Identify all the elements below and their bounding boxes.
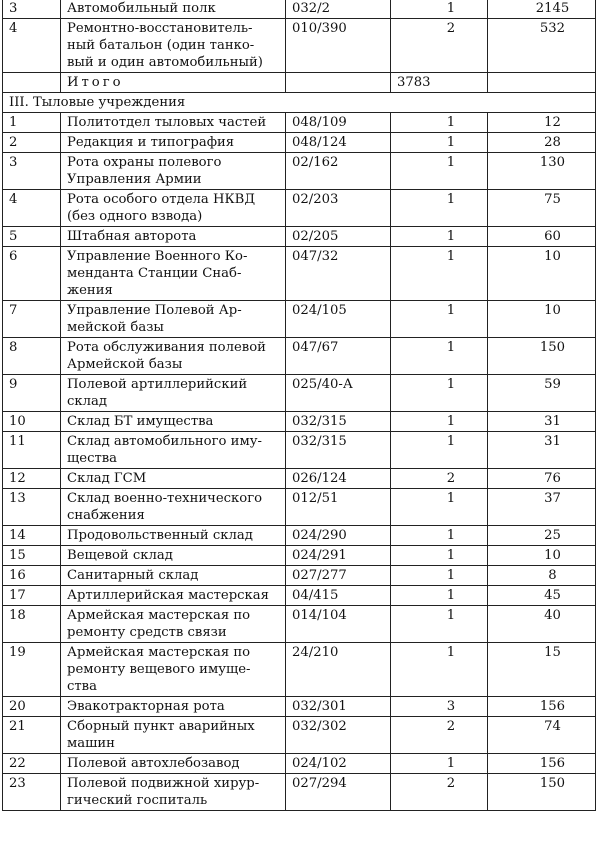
row-number: 5 <box>3 227 61 247</box>
unit-code: 02/203 <box>286 190 391 227</box>
unit-code: 024/290 <box>286 526 391 546</box>
row-number: 14 <box>3 526 61 546</box>
total-empty-cell <box>488 73 596 93</box>
table-row <box>3 566 596 586</box>
row-number: 16 <box>3 566 61 586</box>
unit-personnel: 532 <box>488 19 596 73</box>
unit-name: Армейская мастерская по ремонту вещевого имуще- ства <box>61 643 286 697</box>
table-row <box>3 227 596 247</box>
unit-name: Рота обслуживания полевой Армейской базы <box>61 338 286 375</box>
unit-code: 047/32 <box>286 247 391 301</box>
unit-name: Сборный пункт аварийных машин <box>61 717 286 754</box>
unit-count: 1 <box>391 133 488 153</box>
table-row <box>3 153 596 190</box>
table-row <box>3 586 596 606</box>
unit-code: 010/390 <box>286 19 391 73</box>
unit-personnel: 156 <box>488 754 596 774</box>
table-row <box>3 190 596 227</box>
table-row <box>3 606 596 643</box>
unit-code: 032/2 <box>286 0 391 19</box>
unit-name: Политотдел тыловых частей <box>61 113 286 133</box>
table-row <box>3 754 596 774</box>
unit-personnel: 31 <box>488 412 596 432</box>
unit-name: Склад автомобильного иму- щества <box>61 432 286 469</box>
unit-name: Склад БТ имущества <box>61 412 286 432</box>
unit-personnel: 8 <box>488 566 596 586</box>
table-row <box>3 526 596 546</box>
unit-count: 1 <box>391 546 488 566</box>
row-number: 11 <box>3 432 61 469</box>
unit-personnel: 60 <box>488 227 596 247</box>
unit-count: 1 <box>391 247 488 301</box>
unit-code: 024/105 <box>286 301 391 338</box>
total-empty-cell <box>286 73 391 93</box>
unit-code: 026/124 <box>286 469 391 489</box>
unit-code: 024/291 <box>286 546 391 566</box>
unit-name: Вещевой склад <box>61 546 286 566</box>
unit-code: 032/315 <box>286 412 391 432</box>
row-number: 22 <box>3 754 61 774</box>
unit-name: Армейская мастерская по ремонту средств связи <box>61 606 286 643</box>
row-number: 4 <box>3 19 61 73</box>
unit-code: 047/67 <box>286 338 391 375</box>
unit-code: 032/315 <box>286 432 391 469</box>
row-number: 3 <box>3 0 61 19</box>
row-number: 18 <box>3 606 61 643</box>
table-row <box>3 697 596 717</box>
unit-personnel: 31 <box>488 432 596 469</box>
unit-count: 2 <box>391 19 488 73</box>
unit-name: Склад ГСМ <box>61 469 286 489</box>
unit-personnel: 150 <box>488 774 596 811</box>
unit-personnel: 40 <box>488 606 596 643</box>
unit-name: Санитарный склад <box>61 566 286 586</box>
unit-personnel: 75 <box>488 190 596 227</box>
unit-personnel: 28 <box>488 133 596 153</box>
unit-count: 1 <box>391 190 488 227</box>
table-row <box>3 0 596 19</box>
unit-name: Управление Полевой Ар- мейской базы <box>61 301 286 338</box>
row-number: 20 <box>3 697 61 717</box>
unit-personnel: 156 <box>488 697 596 717</box>
table-row <box>3 643 596 697</box>
table-row <box>3 774 596 811</box>
unit-code: 032/301 <box>286 697 391 717</box>
unit-personnel: 25 <box>488 526 596 546</box>
unit-code: 014/104 <box>286 606 391 643</box>
row-number: 9 <box>3 375 61 412</box>
unit-count: 1 <box>391 153 488 190</box>
unit-count: 1 <box>391 586 488 606</box>
unit-count: 2 <box>391 774 488 811</box>
table-row <box>3 546 596 566</box>
unit-count: 1 <box>391 338 488 375</box>
unit-code: 027/294 <box>286 774 391 811</box>
unit-name: Полевой подвижной хирур- гический госпиталь <box>61 774 286 811</box>
unit-name: Продовольственный склад <box>61 526 286 546</box>
unit-name: Автомобильный полк <box>61 0 286 19</box>
unit-personnel: 10 <box>488 247 596 301</box>
unit-code: 02/162 <box>286 153 391 190</box>
unit-name: Полевой артиллерийский склад <box>61 375 286 412</box>
table-row <box>3 301 596 338</box>
row-number: 23 <box>3 774 61 811</box>
unit-name: Полевой автохлебозавод <box>61 754 286 774</box>
unit-code: 025/40-А <box>286 375 391 412</box>
unit-count: 2 <box>391 717 488 754</box>
unit-personnel: 45 <box>488 586 596 606</box>
unit-personnel: 37 <box>488 489 596 526</box>
unit-name: Ремонтно-восстановитель- ный батальон (один танко- вый и один автомобильный) <box>61 19 286 73</box>
unit-name: Рота особого отдела НКВД (без одного взвода) <box>61 190 286 227</box>
row-number: 13 <box>3 489 61 526</box>
unit-code: 032/302 <box>286 717 391 754</box>
unit-count: 1 <box>391 113 488 133</box>
row-number: 10 <box>3 412 61 432</box>
row-number: 3 <box>3 153 61 190</box>
unit-count: 1 <box>391 375 488 412</box>
units-table <box>2 0 596 811</box>
unit-count: 2 <box>391 469 488 489</box>
units-table-body <box>3 0 596 811</box>
unit-count: 3 <box>391 697 488 717</box>
row-number: 4 <box>3 190 61 227</box>
row-number: 17 <box>3 586 61 606</box>
unit-code: 04/415 <box>286 586 391 606</box>
table-row <box>3 412 596 432</box>
table-row <box>3 469 596 489</box>
unit-count: 1 <box>391 754 488 774</box>
unit-personnel: 12 <box>488 113 596 133</box>
unit-name: Рота охраны полевого Управления Армии <box>61 153 286 190</box>
unit-name: Эвакотракторная рота <box>61 697 286 717</box>
unit-personnel: 130 <box>488 153 596 190</box>
table-row <box>3 133 596 153</box>
total-label: Итого <box>61 73 286 93</box>
table-row <box>3 113 596 133</box>
total-row <box>3 73 596 93</box>
row-number: 7 <box>3 301 61 338</box>
unit-name: Редакция и типография <box>61 133 286 153</box>
row-number: 1 <box>3 113 61 133</box>
table-row <box>3 432 596 469</box>
unit-count: 1 <box>391 606 488 643</box>
row-number: 8 <box>3 338 61 375</box>
row-number: 15 <box>3 546 61 566</box>
unit-personnel: 150 <box>488 338 596 375</box>
unit-personnel: 59 <box>488 375 596 412</box>
unit-count: 1 <box>391 566 488 586</box>
row-number: 6 <box>3 247 61 301</box>
unit-count: 1 <box>391 526 488 546</box>
table-row <box>3 19 596 73</box>
unit-personnel: 10 <box>488 301 596 338</box>
unit-personnel: 76 <box>488 469 596 489</box>
unit-name: Склад военно-технического снабжения <box>61 489 286 526</box>
row-number: 19 <box>3 643 61 697</box>
total-value: 3783 <box>391 73 488 93</box>
unit-name: Управление Военного Ко- менданта Станции Снаб- жения <box>61 247 286 301</box>
table-row <box>3 717 596 754</box>
row-number: 2 <box>3 133 61 153</box>
unit-count: 1 <box>391 301 488 338</box>
table-row <box>3 375 596 412</box>
total-empty-cell <box>3 73 61 93</box>
unit-count: 1 <box>391 227 488 247</box>
unit-code: 048/109 <box>286 113 391 133</box>
unit-name: Штабная авторота <box>61 227 286 247</box>
unit-count: 1 <box>391 0 488 19</box>
section-title: III. Тыловые учреждения <box>3 93 596 113</box>
table-row <box>3 338 596 375</box>
unit-personnel: 10 <box>488 546 596 566</box>
unit-code: 24/210 <box>286 643 391 697</box>
unit-code: 048/124 <box>286 133 391 153</box>
unit-count: 1 <box>391 643 488 697</box>
unit-code: 024/102 <box>286 754 391 774</box>
unit-personnel: 15 <box>488 643 596 697</box>
unit-count: 1 <box>391 412 488 432</box>
unit-count: 1 <box>391 432 488 469</box>
unit-personnel: 2145 <box>488 0 596 19</box>
row-number: 12 <box>3 469 61 489</box>
unit-code: 012/51 <box>286 489 391 526</box>
unit-name: Артиллерийская мастерская <box>61 586 286 606</box>
table-row <box>3 489 596 526</box>
section-row <box>3 93 596 113</box>
unit-code: 02/205 <box>286 227 391 247</box>
table-row <box>3 247 596 301</box>
unit-count: 1 <box>391 489 488 526</box>
unit-code: 027/277 <box>286 566 391 586</box>
unit-personnel: 74 <box>488 717 596 754</box>
row-number: 21 <box>3 717 61 754</box>
